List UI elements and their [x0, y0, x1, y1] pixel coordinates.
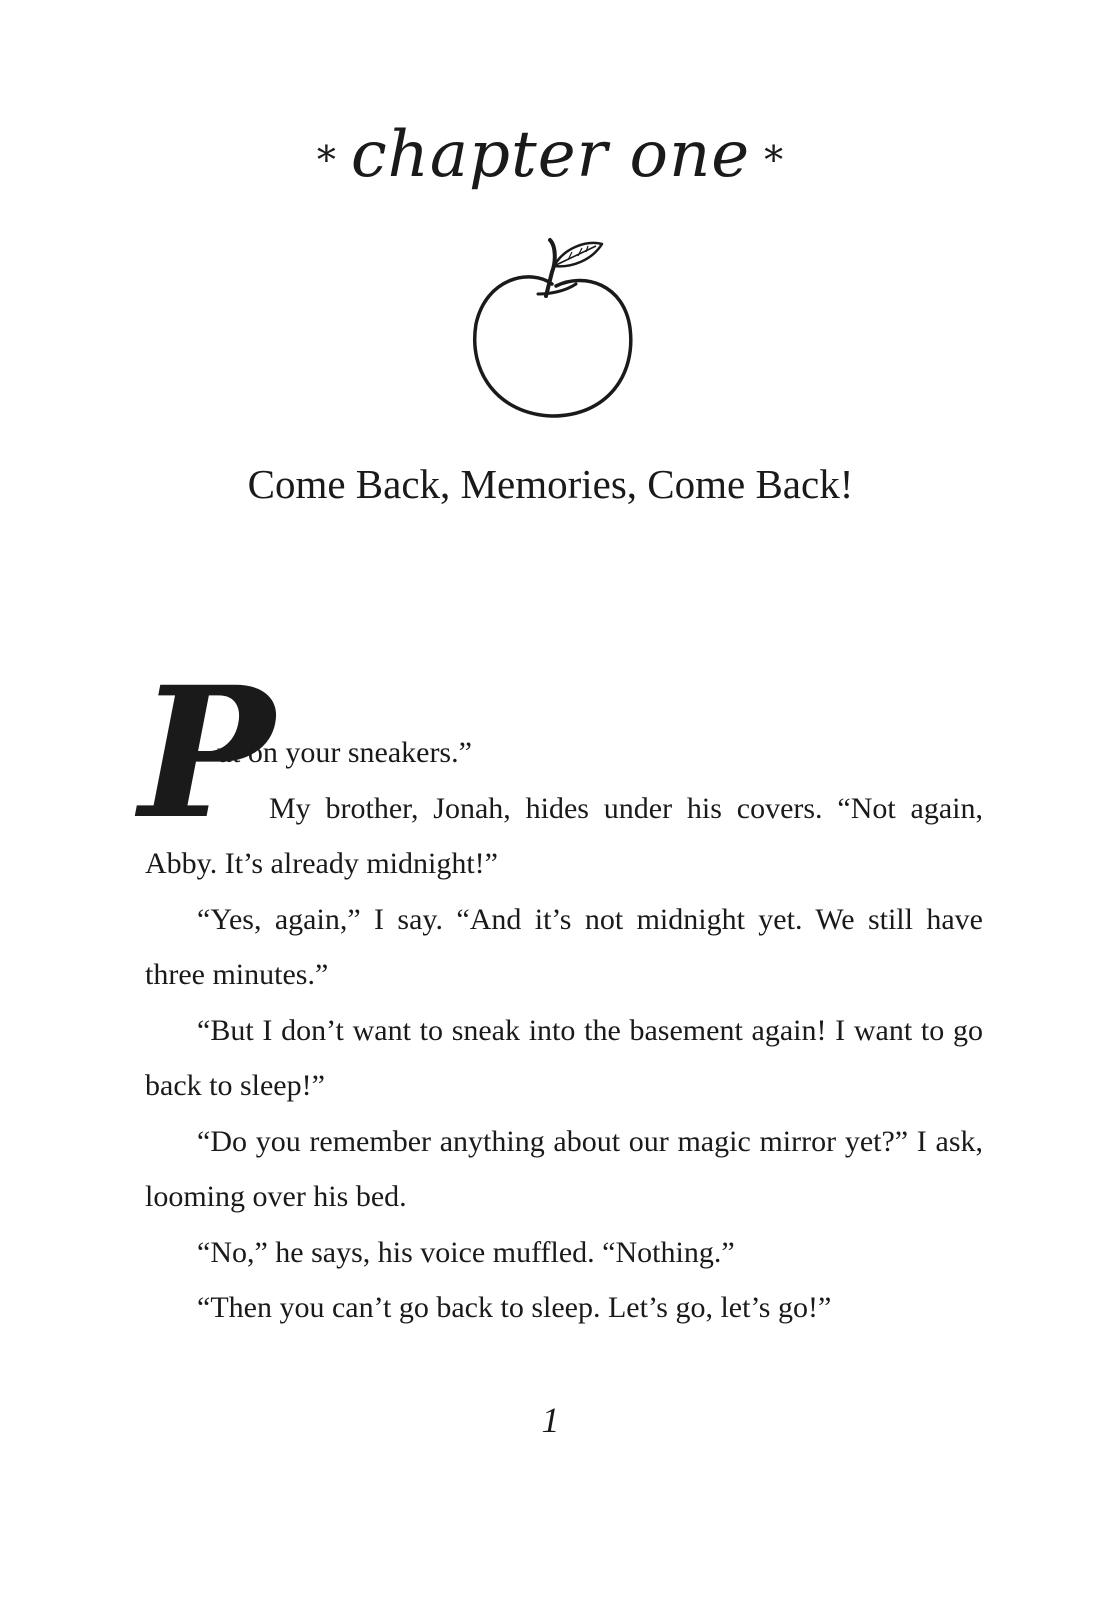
paragraph-4: “But I don’t want to sneak into the basement again! I want to go back to sleep!”: [145, 1013, 983, 1102]
paragraph-5: “Do you remember anything about our magic mirror yet?” I ask, looming over his bed.: [145, 1124, 983, 1213]
ornament-left: *: [316, 137, 337, 182]
paragraph-1: ut on your sneakers.”: [217, 736, 472, 769]
page-number: 1: [541, 1400, 560, 1440]
paragraph-6: “No,” he says, his voice muffled. “Nothing.”: [197, 1235, 735, 1269]
paragraph-7: “Then you can’t go back to sleep. Let’s go, let’s go!”: [197, 1291, 832, 1324]
chapter-label: chapter one: [350, 118, 751, 192]
chapter-heading: [0, 110, 1101, 205]
paragraph-2: My brother, Jonah, hides under his covers. “Not again, Abby. It’s already midnight!”: [145, 791, 983, 880]
drop-cap: P: [139, 648, 275, 859]
chapter-body: [139, 648, 983, 1336]
ornament-right: *: [764, 137, 785, 182]
apple-icon: [468, 232, 648, 432]
chapter-title: Come Back, Memories, Come Back!: [247, 461, 854, 507]
paragraph-3: “Yes, again,” I say. “And it’s not midnight yet. We still have three minutes.”: [145, 902, 983, 991]
